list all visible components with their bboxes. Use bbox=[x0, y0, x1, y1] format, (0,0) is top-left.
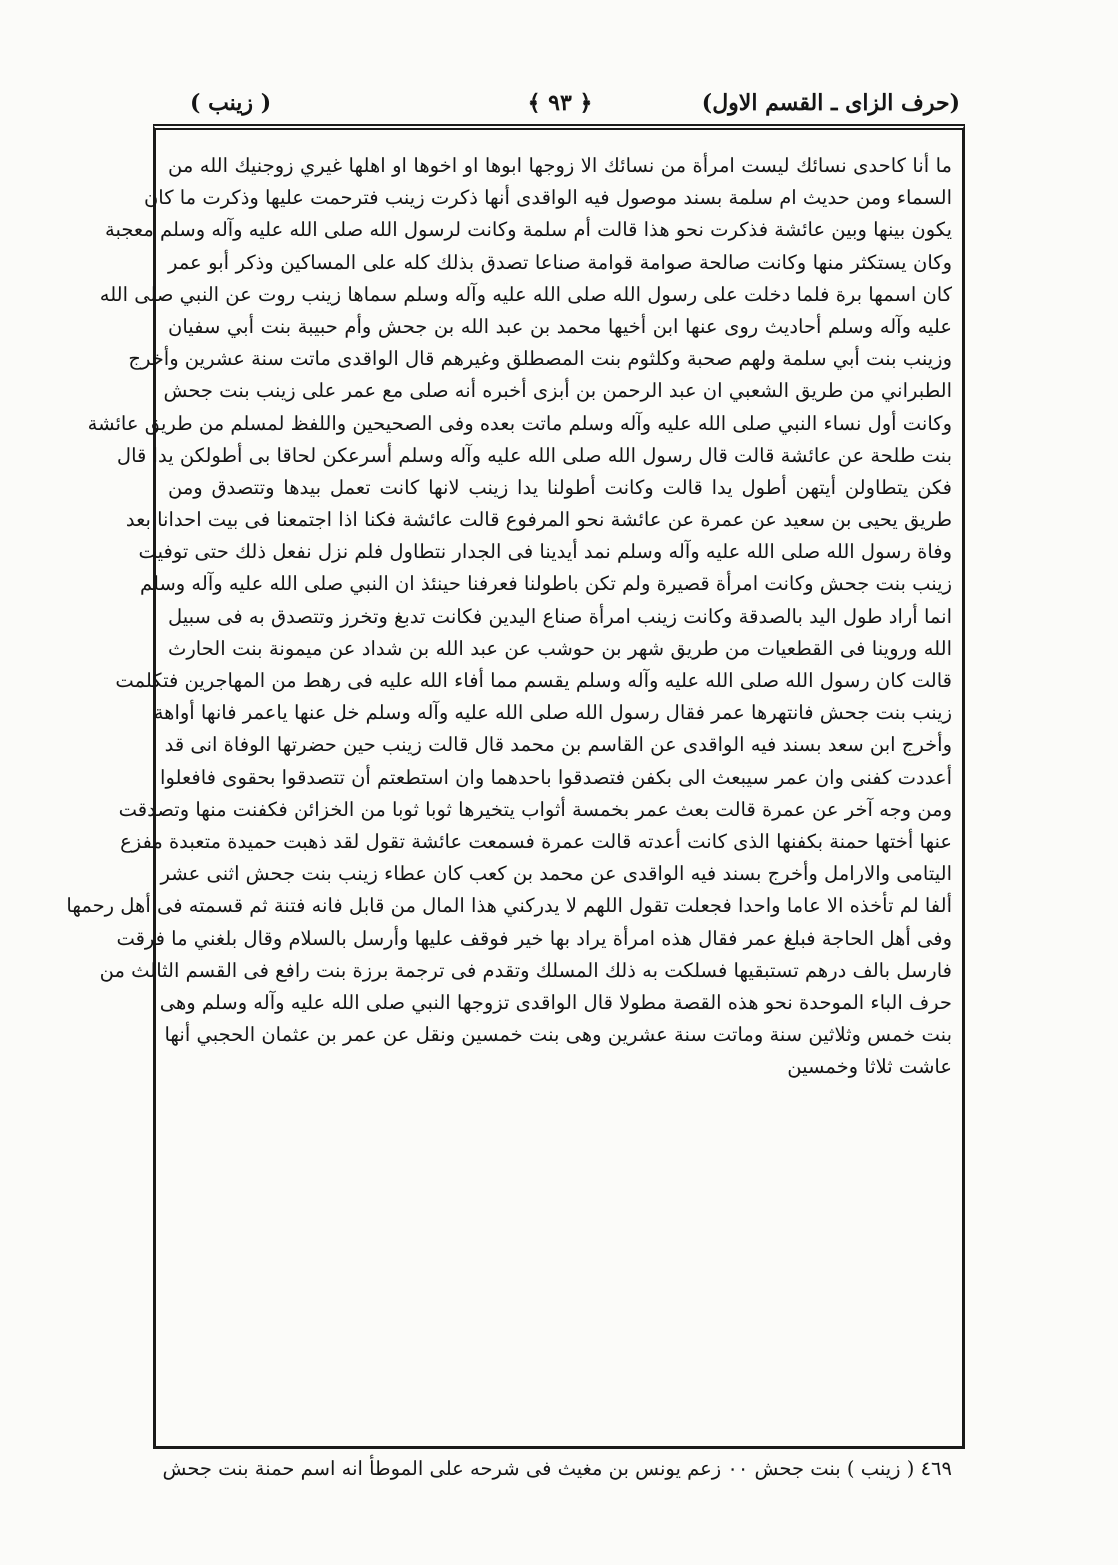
entry-name: ( زينب ) bbox=[190, 90, 272, 116]
text-line: الله وروينا فى القطعيات من طريق شهر بن حوشب عن عبد الله بن شداد عن ميمونة بنت الحارث bbox=[168, 636, 952, 660]
section-title: (حرف الزاى ـ القسم الاول) bbox=[701, 90, 960, 116]
page-number: ﴿ ٩٣ ﴾ bbox=[527, 90, 593, 116]
text-line: وكان يستكثر منها وكانت صالحة صوامة قوامة صناعا تصدق بذلك كله على المساكين وذكر أبو عمر bbox=[168, 250, 952, 274]
text-line: وكانت أول نساء النبي صلى الله عليه وآله وسلم ماتت بعده وفى الصحيحين واللفظ لمسلم من طريق عائشة bbox=[87, 411, 952, 435]
text-line: السماء ومن حديث ام سلمة بسند موصول فيه الواقدى أنها ذكرت زينب فترحمت عليها وذكرت ما كان bbox=[143, 186, 952, 210]
text-line: حرف الباء الموحدة نحو هذه القصة مطولا قال الواقدى تزوجها النبي صلى الله عليه وآله وسلم وهى bbox=[159, 990, 952, 1014]
text-line: وأخرج ابن سعد بسند فيه الواقدى عن القاسم بن محمد قال قالت زينب حين حضرتها الوفاة انى قد bbox=[164, 733, 952, 757]
text-line: وفاة رسول الله صلى الله عليه وآله وسلم نمد أيدينا فى الجدار نتطاول فلم نزل نفعل ذلك حتى توفيت bbox=[138, 540, 952, 564]
footnote: ٤٦٩ ( زينب ) بنت جحش ٠٠ زعم يونس بن مغيث فى شرحه على الموطأ انه اسم حمنة بنت جحش bbox=[162, 1457, 952, 1480]
text-line: طريق يحيى بن سعيد عن عمرة عن عائشة نحو المرفوع قالت عائشة فكنا اذا اجتمعنا فى بيت احدانا بعد bbox=[125, 508, 952, 532]
text-line: زينب بنت جحش فانتهرها عمر فقال رسول الله صلى الله عليه وآله وسلم خل عنها ياعمر فانها أواهة bbox=[153, 701, 952, 725]
text-line: اليتامى والارامل وأخرج بسند فيه الواقدى عن محمد بن كعب كان عطاء زينب بنت جحش اثنى عشر bbox=[160, 862, 952, 886]
text-line: ومن وجه آخر عن عمرة قالت بعث عمر بخمسة أثواب يتخيرها ثوبا ثوبا من الخزائن فكفنت منها وتصدقت bbox=[118, 797, 952, 821]
page-header bbox=[160, 88, 960, 122]
text-line: كان اسمها برة فلما دخلت على رسول الله صلى الله عليه وآله وسلم سماها زينب روت عن النبي صلى الله bbox=[99, 282, 952, 306]
text-line: وزينب بنت أبي سلمة ولهم صحبة وكلثوم بنت المصطلق وغيرهم قال الواقدى ماتت سنة عشرين وأخرج bbox=[128, 347, 952, 371]
text-line: عنها أختها حمنة بكفنها الذى كانت أعدته قالت عمرة فسمعت عائشة تقول لقد ذهبت حميدة متعبدة مفزع bbox=[120, 829, 952, 853]
main-text bbox=[66, 150, 952, 1083]
text-line: فارسل بالف درهم تستبقيها فسلكت به ذلك المسلك وتقدم فى ترجمة برزة بنت رافع فى القسم الثالث من bbox=[99, 958, 952, 982]
text-line: انما أراد طول اليد بالصدقة وكانت زينب امرأة صناع اليدين فكانت تدبغ وتخرز وتتصدق به فى سبيل bbox=[168, 604, 952, 628]
text-line: يكون بينها وبين عائشة فذكرت نحو هذا قالت أم سلمة وكانت لرسول الله صلى الله عليه وآله وسلم معجبة bbox=[105, 218, 952, 242]
text-line: عاشت ثلاثا وخمسين bbox=[787, 1055, 952, 1079]
text-line: وفى أهل الحاجة فبلغ عمر فقال هذه امرأة يراد بها خير فوقف عليها وأرسل بالسلام وقال بلغني ما فرقت bbox=[116, 926, 952, 950]
text-line: بنت طلحة عن عائشة قالت قال رسول الله صلى الله عليه وآله وسلم أسرعكن لحاقا بى أطولكن يدا قال bbox=[116, 443, 952, 467]
text-line: ألفا لم تأخذه الا عاما واحدا فجعلت تقول اللهم لا يدركني هذا المال من قابل فانه فتنة ثم قسمته فى أهل رحمها bbox=[66, 894, 952, 918]
text-line: ما أنا كاحدى نسائك ليست امرأة من نسائك الا زوجها ابوها او اخوها او اهلها غيري زوجنيك الله من bbox=[168, 154, 952, 177]
text-line: الطبراني من طريق الشعبي ان عبد الرحمن بن أبزى أخبره أنه صلى مع عمر على زينب بنت جحش bbox=[163, 379, 952, 403]
text-line: فكن يتطاولن أيتهن أطول يدا قالت وكانت أطولنا يدا زينب لانها كانت تعمل بيدها وتتصدق ومن bbox=[168, 475, 952, 499]
text-line: زينب بنت جحش وكانت امرأة قصيرة ولم تكن باطولنا فعرفنا حينئذ ان النبي صلى الله عليه وآله وسلم bbox=[140, 572, 952, 596]
text-line: قالت كان رسول الله صلى الله عليه وآله وسلم يقسم مما أفاء الله عليه فى رهط من المهاجرين فتكلمت bbox=[115, 669, 952, 692]
text-line: عليه وآله وسلم أحاديث روى عنها ابن أخيها محمد بن عبد الله بن جحش وأم حبيبة بنت أبي سفيان bbox=[168, 314, 952, 338]
text-line: بنت خمس وثلاثين سنة وماتت سنة عشرين وهى بنت خمسين ونقل عن عمر بن عثمان الحجبي أنها bbox=[164, 1023, 952, 1047]
text-line: أعددت كفنى وان عمر سيبعث الى بكفن فتصدقوا باحدهما وان استطعتم أن تتصدقوا بحقوى فافعلوا bbox=[160, 765, 952, 789]
